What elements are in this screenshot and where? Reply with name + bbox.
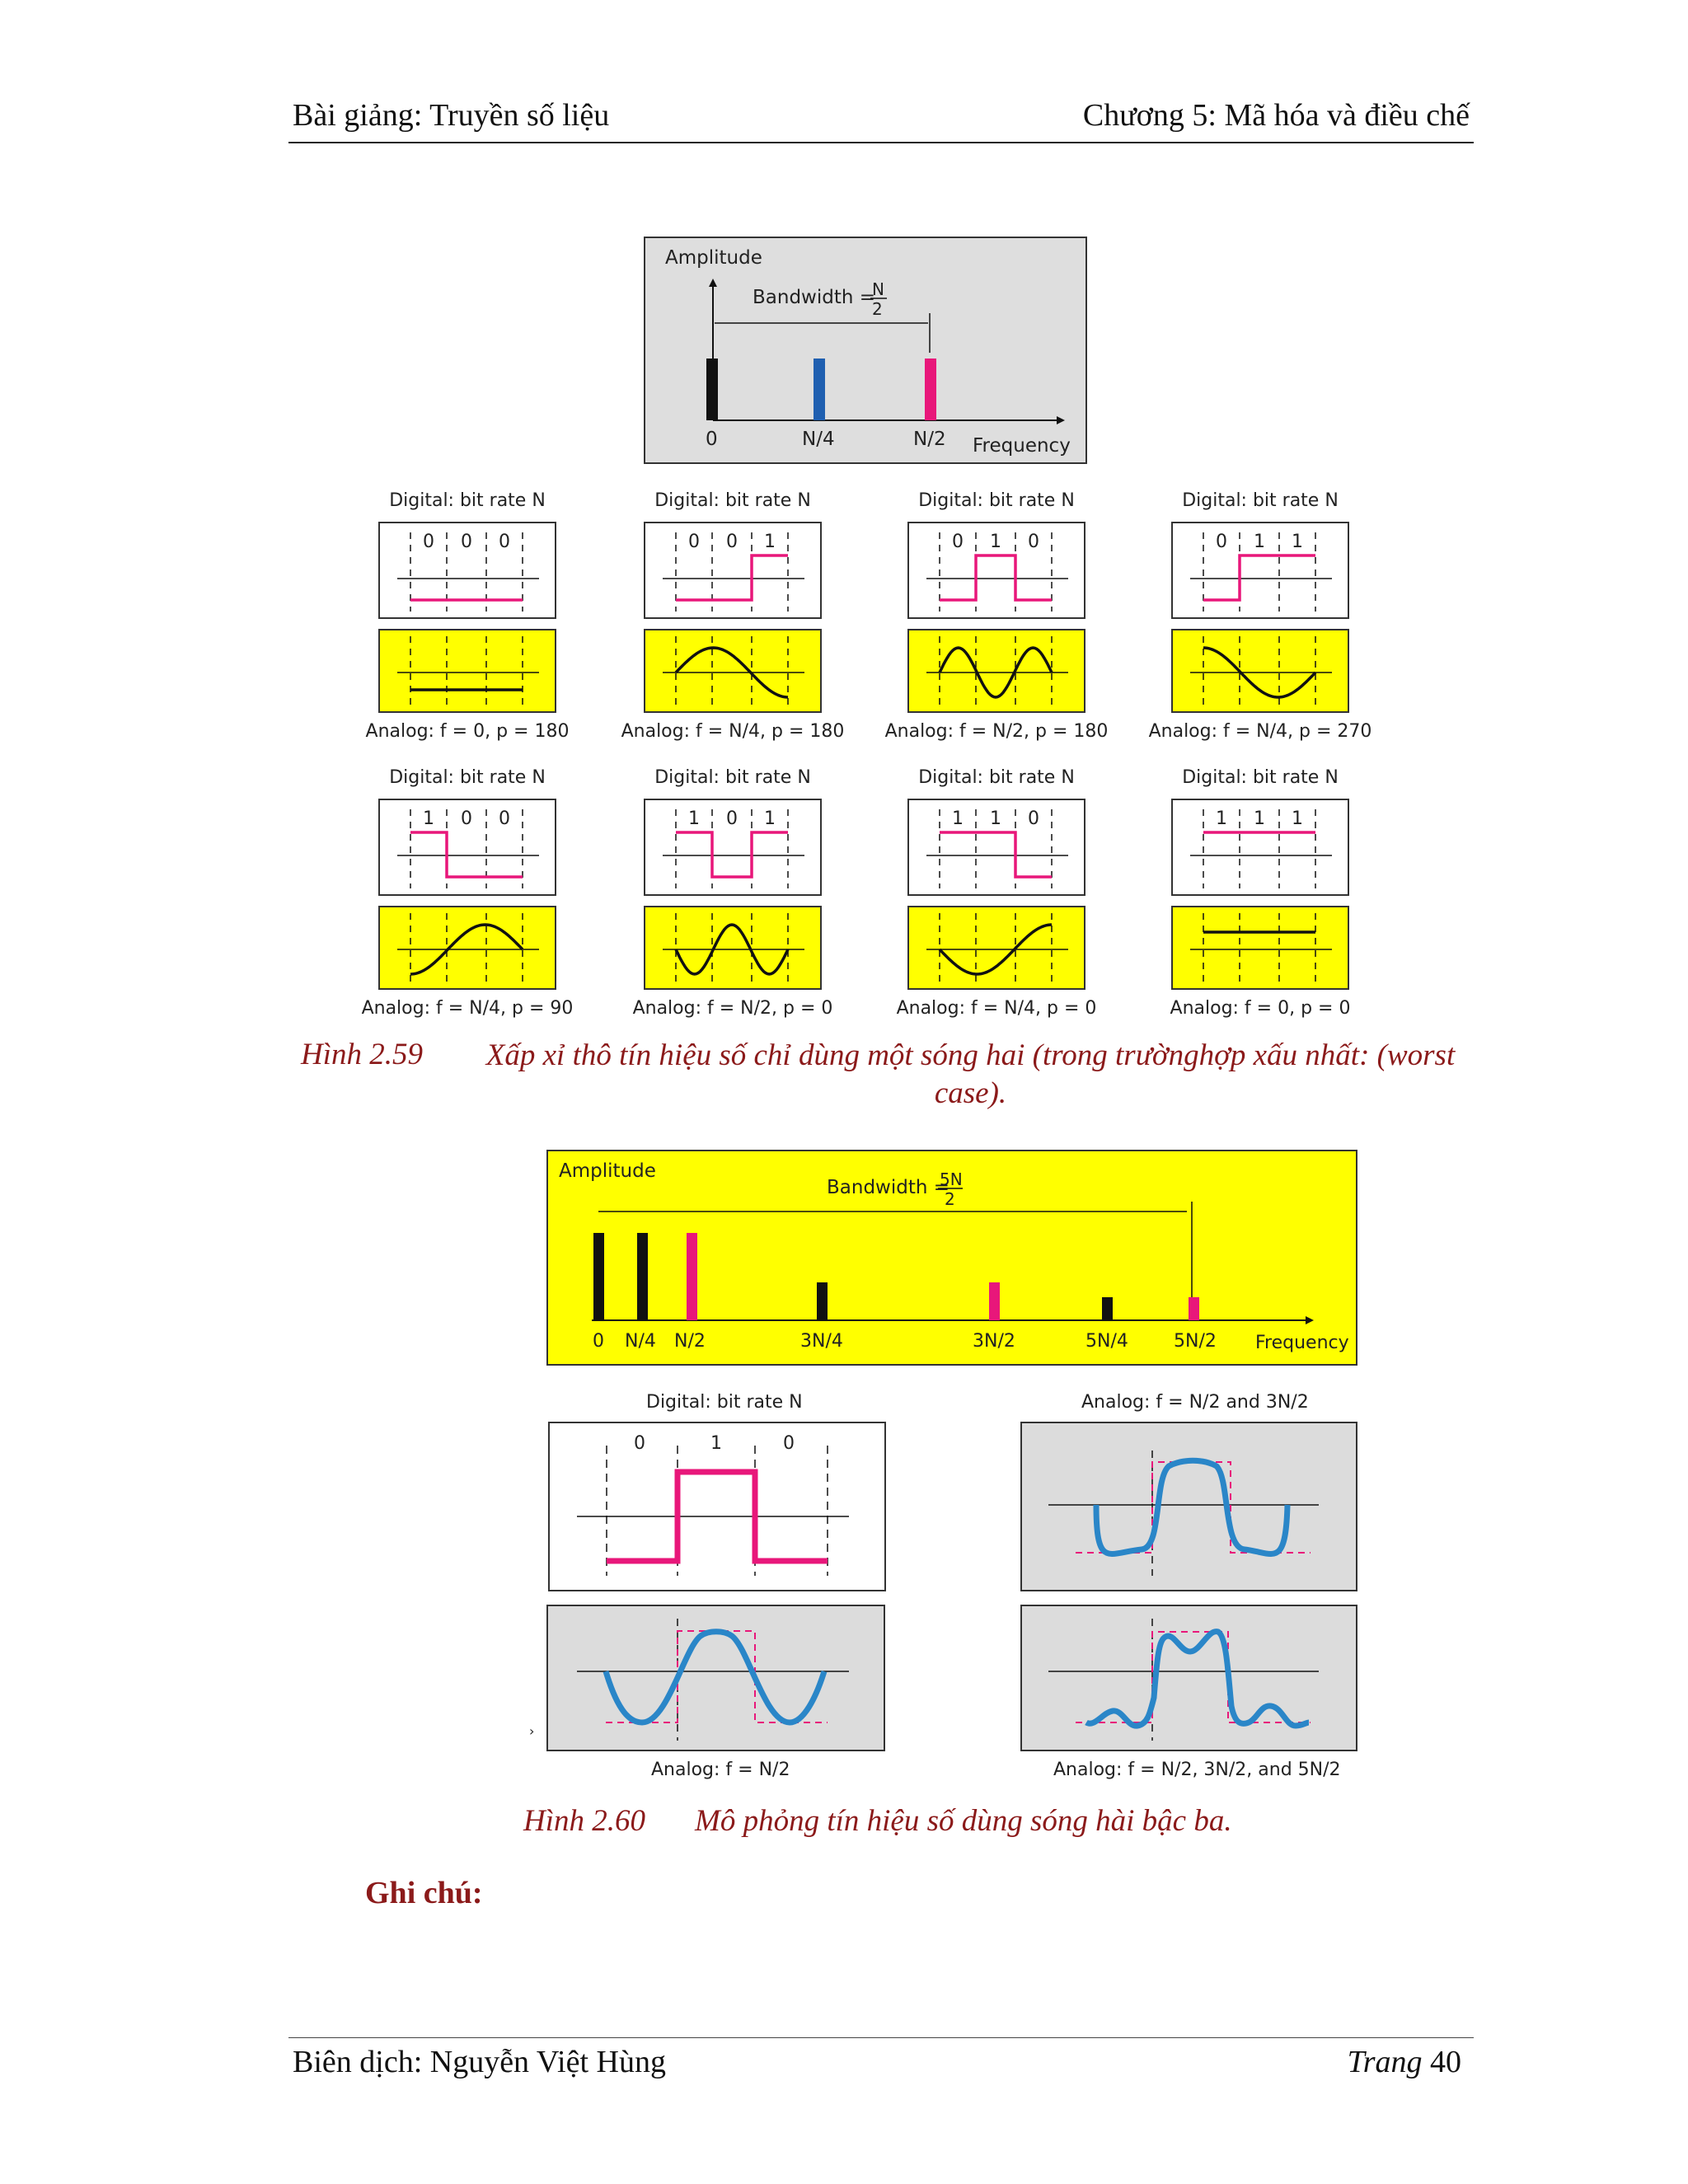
- fig59-bit: 1: [688, 808, 700, 829]
- fig59-analog-box: [908, 907, 1085, 989]
- fig59-panel-6: [633, 767, 833, 1019]
- header-course-title: Bài giảng: Truyền số liệu: [293, 98, 610, 133]
- fig59-digital-label: Digital: bit rate N: [654, 490, 811, 511]
- fig59-bit: 1: [764, 532, 776, 552]
- fig59-analog-label: Analog: f = N/4, p = 0: [896, 998, 1097, 1019]
- fig59-tick-n2: N/2: [913, 429, 946, 450]
- figure-59-caption-number: Hình 2.59: [301, 1038, 423, 1071]
- fig60-bw-den: 2: [945, 1189, 955, 1209]
- fig60-bar-3n4: [817, 1282, 828, 1320]
- fig60-bar-n2: [687, 1233, 697, 1320]
- fig60-bw-num: 5N: [940, 1169, 963, 1189]
- fig60-bar-0: [593, 1233, 604, 1320]
- fig59-analog-label: Analog: f = 0, p = 180: [365, 721, 570, 742]
- fig59-digital-label: Digital: bit rate N: [918, 767, 1075, 788]
- note-label: Ghi chú:: [365, 1876, 483, 1910]
- fig60-tick-n4: N/4: [625, 1331, 656, 1352]
- fig59-bit: 1: [1254, 808, 1265, 829]
- fig59-panel-2: [621, 490, 845, 742]
- fig59-bit: 0: [499, 532, 510, 552]
- fig59-bit: 0: [952, 532, 964, 552]
- fig59-analog-box: [379, 630, 556, 712]
- footer-page: [1348, 2044, 1461, 2080]
- fig59-digital-label: Digital: bit rate N: [389, 490, 546, 511]
- fig59-analog-box: [645, 630, 821, 712]
- fig59-spectrum: [645, 237, 1086, 463]
- fig59-bit: 1: [1292, 808, 1303, 829]
- fig60-bar-5n4: [1102, 1297, 1113, 1320]
- fig59-bit: 1: [990, 532, 1001, 552]
- fig59-analog-label: Analog: f = N/4, p = 90: [361, 998, 574, 1019]
- fig59-analog-label: Analog: f = 0, p = 0: [1170, 998, 1351, 1019]
- fig59-panel-8: [1170, 767, 1351, 1019]
- fig59-frequency-label: Frequency: [973, 435, 1071, 457]
- fig59-tick-n4: N/4: [802, 429, 835, 450]
- fig59-digital-label: Digital: bit rate N: [1182, 490, 1339, 511]
- fig60-bit-0: 0: [634, 1433, 645, 1454]
- fig59-bit: 0: [688, 532, 700, 552]
- fig60-tick-5n4: 5N/4: [1085, 1331, 1128, 1352]
- fig60-bar-5n2: [1189, 1297, 1199, 1320]
- fig60-panels: [529, 1392, 1357, 1780]
- fig59-amplitude-label: Amplitude: [665, 247, 762, 269]
- fig60-digital-label: Digital: bit rate N: [646, 1392, 803, 1413]
- fig60-bandwidth-label: Bandwidth =: [827, 1177, 950, 1198]
- fig60-analog-box-2: [547, 1605, 884, 1750]
- fig60-bit-2: 0: [783, 1433, 795, 1454]
- header-chapter-title: Chương 5: Mã hóa và điều chế: [1082, 98, 1470, 133]
- fig59-bandwidth-label: Bandwidth =: [753, 287, 876, 308]
- fig59-bit: 1: [1254, 532, 1265, 552]
- fig59-bit: 1: [423, 808, 434, 829]
- fig59-bar-0: [706, 359, 718, 420]
- figure-60-caption: [523, 1803, 1232, 1839]
- fig59-analog-box: [1172, 907, 1348, 989]
- fig60-amplitude-label: Amplitude: [559, 1160, 656, 1182]
- fig60-spectrum: [547, 1151, 1357, 1365]
- figure-59-caption-text: Xấp xỉ thô tín hiệu số chỉ dùng một sóng hai (trong trườnghợp xấu nhất: (worst case).: [485, 1038, 1456, 1110]
- fig59-digital-label: Digital: bit rate N: [389, 767, 546, 788]
- footer-translator: Biên dịch: Nguyễn Việt Hùng: [293, 2045, 666, 2079]
- fig59-bit: 0: [726, 532, 738, 552]
- fig59-panel-5: [362, 767, 574, 1019]
- fig60-frequency-label: Frequency: [1255, 1333, 1349, 1353]
- fig59-analog-box: [908, 630, 1085, 712]
- fig59-panel-3: [885, 490, 1109, 742]
- fig59-bit: 0: [1028, 808, 1039, 829]
- fig59-analog-box: [1172, 630, 1348, 712]
- fig60-tick-n2: N/2: [674, 1331, 706, 1352]
- svg-text:›: ›: [529, 1723, 535, 1739]
- fig59-bit: 0: [726, 808, 738, 829]
- fig60-tick-3n4: 3N/4: [800, 1331, 843, 1352]
- fig59-panel-1: [366, 490, 570, 742]
- footer-page-label: Trang: [1347, 2045, 1423, 2079]
- fig60-tick-5n2: 5N/2: [1174, 1331, 1217, 1352]
- fig60-bit-1: 1: [710, 1433, 722, 1454]
- fig59-bit: 1: [1292, 532, 1303, 552]
- fig59-bw-num: N: [872, 279, 884, 299]
- fig59-digital-label: Digital: bit rate N: [654, 767, 811, 788]
- fig59-bar-n4: [814, 359, 825, 420]
- fig60-analog-box-1: [1021, 1422, 1357, 1591]
- fig59-bar-n2: [925, 359, 936, 420]
- fig59-bit: 1: [990, 808, 1001, 829]
- fig59-bit: 0: [499, 808, 510, 829]
- fig59-analog-label: Analog: f = N/2, p = 0: [632, 998, 833, 1019]
- fig60-analog-label-3: Analog: f = N/2, 3N/2, and 5N/2: [1053, 1760, 1341, 1780]
- fig59-analog-label: Analog: f = N/2, p = 180: [884, 721, 1109, 742]
- fig59-bit: 0: [1028, 532, 1039, 552]
- fig59-bw-den: 2: [872, 299, 883, 319]
- fig59-analog-label: Analog: f = N/4, p = 270: [1148, 721, 1372, 742]
- fig60-tick-3n2: 3N/2: [973, 1331, 1015, 1352]
- fig60-bar-n4: [637, 1233, 648, 1320]
- fig59-digital-label: Digital: bit rate N: [1182, 767, 1339, 788]
- fig59-bit: 0: [461, 532, 472, 552]
- fig59-bit: 1: [764, 808, 776, 829]
- fig59-analog-label: Analog: f = N/4, p = 180: [621, 721, 845, 742]
- fig59-bit: 1: [952, 808, 964, 829]
- fig59-bit: 0: [461, 808, 472, 829]
- figure-60-caption-text: Mô phỏng tín hiệu số dùng sóng hài bậc ba.: [695, 1804, 1232, 1838]
- footer-page-number: 40: [1430, 2045, 1461, 2079]
- fig60-tick-0: 0: [593, 1331, 604, 1352]
- fig59-digital-label: Digital: bit rate N: [918, 490, 1075, 511]
- fig60-analog-box-3: [1021, 1605, 1357, 1750]
- figure-60-caption-number: Hình 2.60: [523, 1804, 645, 1838]
- footer-rule: [288, 2037, 1474, 2038]
- fig59-bit: 0: [1216, 532, 1227, 552]
- fig59-bit: 1: [1216, 808, 1227, 829]
- fig59-analog-box: [379, 907, 556, 989]
- fig59-analog-box: [645, 907, 821, 989]
- fig60-analog-label-2: Analog: f = N/2: [651, 1760, 790, 1780]
- fig59-panel-7: [897, 767, 1097, 1019]
- fig59-panels: [362, 490, 1372, 1019]
- fig60-bar-3n2: [989, 1282, 1000, 1320]
- fig59-bit: 0: [423, 532, 434, 552]
- fig59-panel-4: [1149, 490, 1372, 742]
- fig60-analog-label-1: Analog: f = N/2 and 3N/2: [1081, 1392, 1309, 1413]
- fig59-tick-0: 0: [706, 429, 718, 450]
